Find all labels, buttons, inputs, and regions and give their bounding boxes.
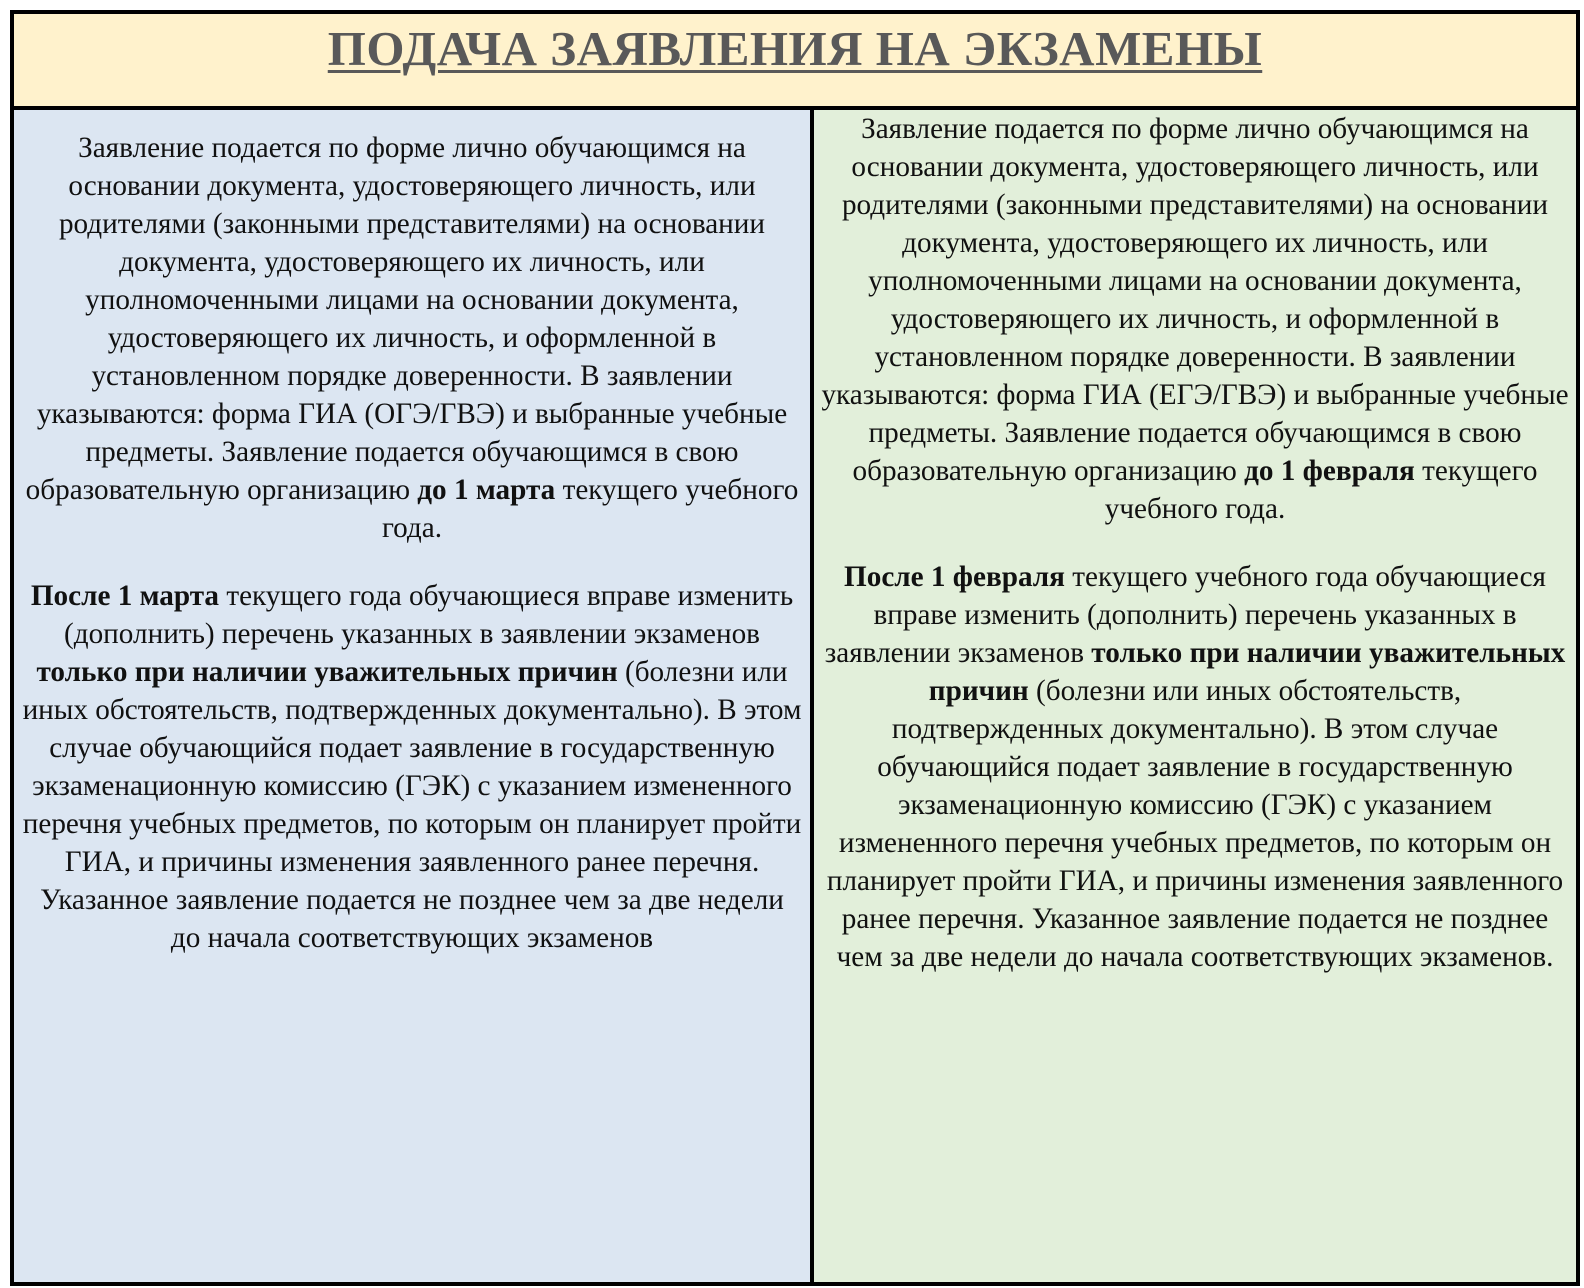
right-deadline: до 1 февраля [1244, 455, 1415, 487]
right-application-text: Заявление подается по форме лично обучающимся на основании документа, удостоверяющего личность, или родителями (законными представителями) на основании документа, удостоверяющего их личность, или уполномоченными лицами на основании документа, удостоверяющего их личность, и оформленной в установленном порядке доверенности. В заявлении указываются: форма ГИА (ЕГЭ/ГВЭ) и выбранные учебные предметы. Заявление подается обучающимся в свою образовательную организацию [821, 113, 1569, 487]
right-change-text: текущего учебного года обучающиеся вправе изменить (дополнить) перечень указанных в заявлении экзаменов [824, 561, 1546, 669]
left-change-paragraph [22, 577, 802, 957]
left-deadline: до 1 марта [417, 474, 556, 506]
left-change-lead: После 1 марта [30, 580, 220, 612]
page-title: ПОДАЧА ЗАЯВЛЕНИЯ НА ЭКЗАМЕНЫ [327, 21, 1263, 76]
header-banner [14, 14, 1576, 110]
left-deadline-tail: текущего учебного года. [381, 474, 799, 544]
left-change-text: текущего года обучающиеся вправе изменить (дополнить) перечень указанных в заявлении экзаменов [64, 580, 794, 650]
left-change-condition: только при наличии уважительных причин [36, 656, 618, 688]
left-change-tail: (болезни или иных обстоятельств, подтвержденных документально). В этом случае обучающийся подает заявление в государственную экзаменационную комиссию (ГЭК) с указанием измененного перечня учебных предметов, по которым он планирует пройти ГИА, и причины изменения заявленного ранее перечня. Указанное заявление подается не позднее чем за две недели до начала соответствующих экзаменов [22, 656, 802, 954]
ege-column [814, 110, 1576, 1282]
right-change-condition: только при наличии уважительных причин [928, 637, 1566, 707]
info-table [10, 10, 1580, 1286]
right-change-tail: (болезни или иных обстоятельств, подтвержденных документально). В этом случае обучающийся подает заявление в государственную экзаменационную комиссию (ГЭК) с указанием измененного перечня учебных предметов, по которым он планирует пройти ГИА, и причины изменения заявленного ранее перечня. Указанное заявление подается не позднее чем за две недели до начала соответствующих экзаменов. [826, 675, 1564, 973]
right-change-paragraph [820, 558, 1570, 976]
right-application-paragraph [820, 110, 1570, 528]
left-application-text: Заявление подается по форме лично обучающимся на основании документа, удостоверяющего личность, или родителями (законными представителями) на основании документа, удостоверяющего их личность, или уполномоченными лицами на основании документа, удостоверяющего их личность, и оформленной в установленном порядке доверенности. В заявлении указываются: форма ГИА (ОГЭ/ГВЭ) и выбранные учебные предметы. Заявление подается обучающимся в свою образовательную организацию [25, 132, 788, 506]
left-application-paragraph [22, 129, 802, 547]
right-change-lead: После 1 февраля [844, 561, 1065, 593]
oge-column [14, 110, 814, 1282]
right-deadline-tail: текущего учебного года. [1104, 455, 1538, 525]
